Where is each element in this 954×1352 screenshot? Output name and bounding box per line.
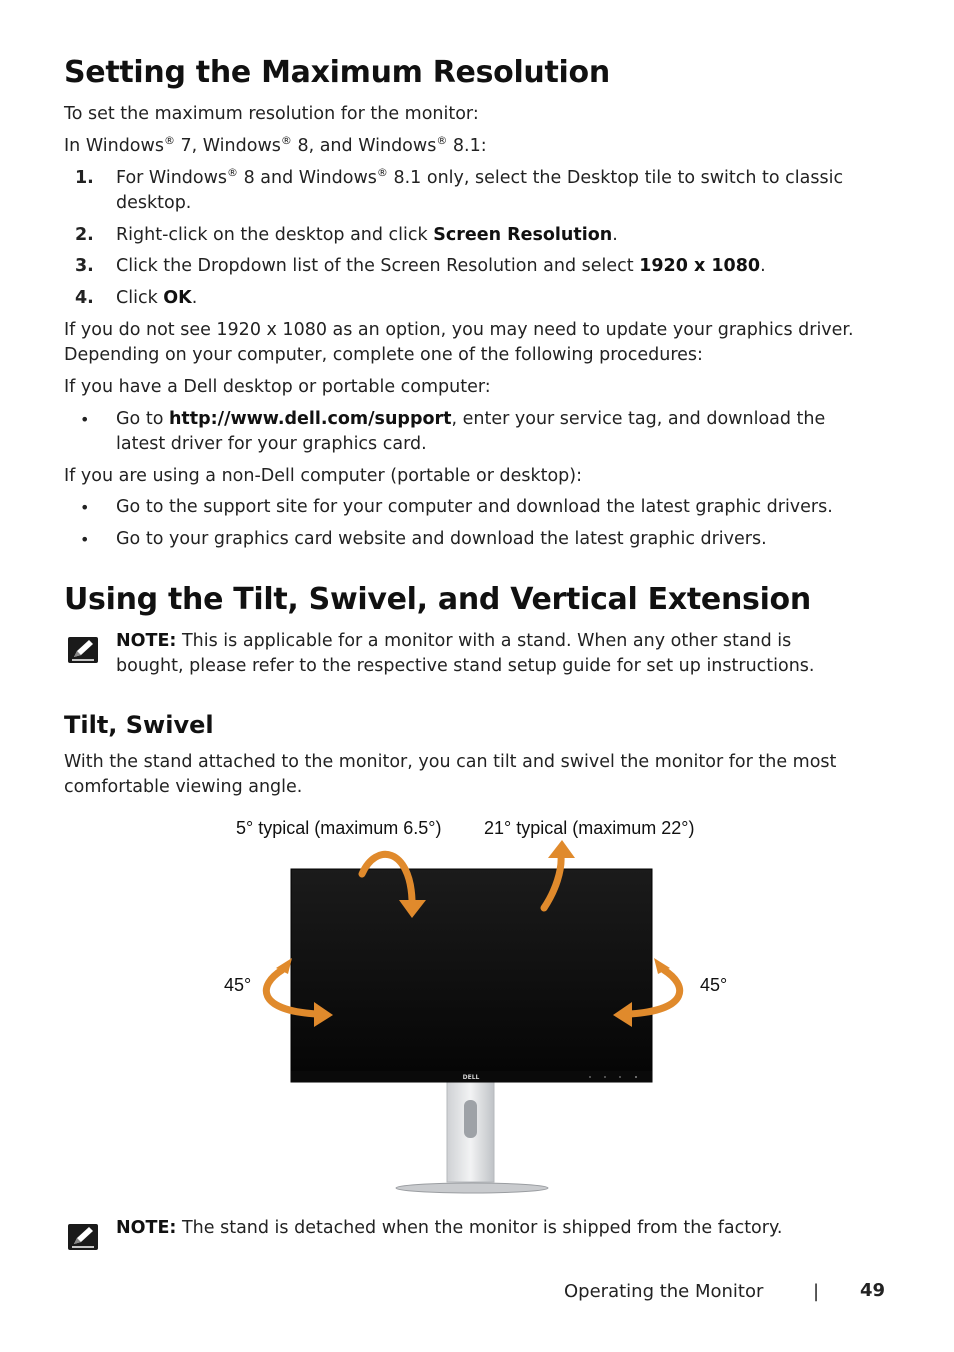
monitor-illustration bbox=[240, 840, 710, 1200]
tilt-back-label: 5° typical (maximum 6.5°) bbox=[236, 818, 442, 838]
page-number: 49 bbox=[860, 1280, 886, 1301]
nondell-bullet-1: Go to the support site for your computer and download the latest graphic drivers. bbox=[116, 497, 833, 517]
nondell-intro-text: If you are using a non-Dell computer (portable or desktop): bbox=[64, 466, 582, 486]
note-pencil-icon bbox=[68, 1224, 98, 1254]
step-number: 2. bbox=[75, 225, 94, 245]
note-pencil-icon bbox=[68, 637, 98, 667]
step-number: 3. bbox=[75, 256, 94, 276]
footer-separator: | bbox=[813, 1281, 820, 1302]
section-title-tilt-swivel: Using the Tilt, Swivel, and Vertical Extension bbox=[64, 582, 811, 617]
step-number: 4. bbox=[75, 288, 94, 308]
windows-versions-line: In Windows® 7, Windows® 8, and Windows® 8.1: bbox=[64, 134, 487, 156]
cable-slot bbox=[464, 1100, 477, 1138]
note-stand-detached: NOTE: The stand is detached when the monitor is shipped from the factory. bbox=[116, 1218, 783, 1238]
stand-base bbox=[396, 1183, 548, 1193]
update-driver-paragraph: If you do not see 1920 x 1080 as an option, you may need to update your graphics driver. Depending on your computer, complete one of the following procedures: bbox=[64, 320, 854, 365]
subsection-title: Tilt, Swivel bbox=[64, 711, 214, 739]
step-4-text: Click OK. bbox=[116, 288, 198, 308]
dell-support-link[interactable]: http://www.dell.com/support bbox=[168, 409, 452, 429]
step-2-text: Right-click on the desktop and click Screen Resolution. bbox=[116, 225, 618, 245]
tilt-forward-label: 21° typical (maximum 22°) bbox=[484, 818, 695, 838]
monitor-screen bbox=[291, 869, 652, 1082]
step-3-text: Click the Dropdown list of the Screen Resolution and select 1920 x 1080. bbox=[116, 256, 766, 276]
intro-text: To set the maximum resolution for the monitor: bbox=[64, 104, 479, 124]
step-number: 1. bbox=[75, 168, 94, 188]
swivel-right-label: 45° bbox=[700, 975, 728, 995]
note-tilt-stand: NOTE: This is applicable for a monitor with a stand. When any other stand is bought, please refer to the respective stand setup guide for set up instructions. bbox=[116, 631, 815, 676]
page-title: Setting the Maximum Resolution bbox=[64, 55, 610, 90]
swivel-left-label: 45° bbox=[224, 975, 252, 995]
dell-intro-text: If you have a Dell desktop or portable computer: bbox=[64, 377, 491, 397]
step-1-text: For Windows® 8 and Windows® 8.1 only, select the Desktop tile to switch to classic desktop. bbox=[116, 166, 844, 213]
dell-support-bullet: Go to http://www.dell.com/support, enter your service tag, and download the latest driver for your graphics card. bbox=[116, 409, 826, 454]
tilt-swivel-paragraph: With the stand attached to the monitor, you can tilt and swivel the monitor for the most comfortable viewing angle. bbox=[64, 752, 837, 797]
dell-logo: DELL bbox=[462, 1074, 480, 1081]
bullet: • bbox=[80, 498, 90, 517]
bullet: • bbox=[80, 410, 90, 429]
nondell-bullet-2: Go to your graphics card website and download the latest graphic drivers. bbox=[116, 529, 767, 549]
bullet: • bbox=[80, 530, 90, 549]
footer-section-name: Operating the Monitor bbox=[564, 1281, 764, 1302]
